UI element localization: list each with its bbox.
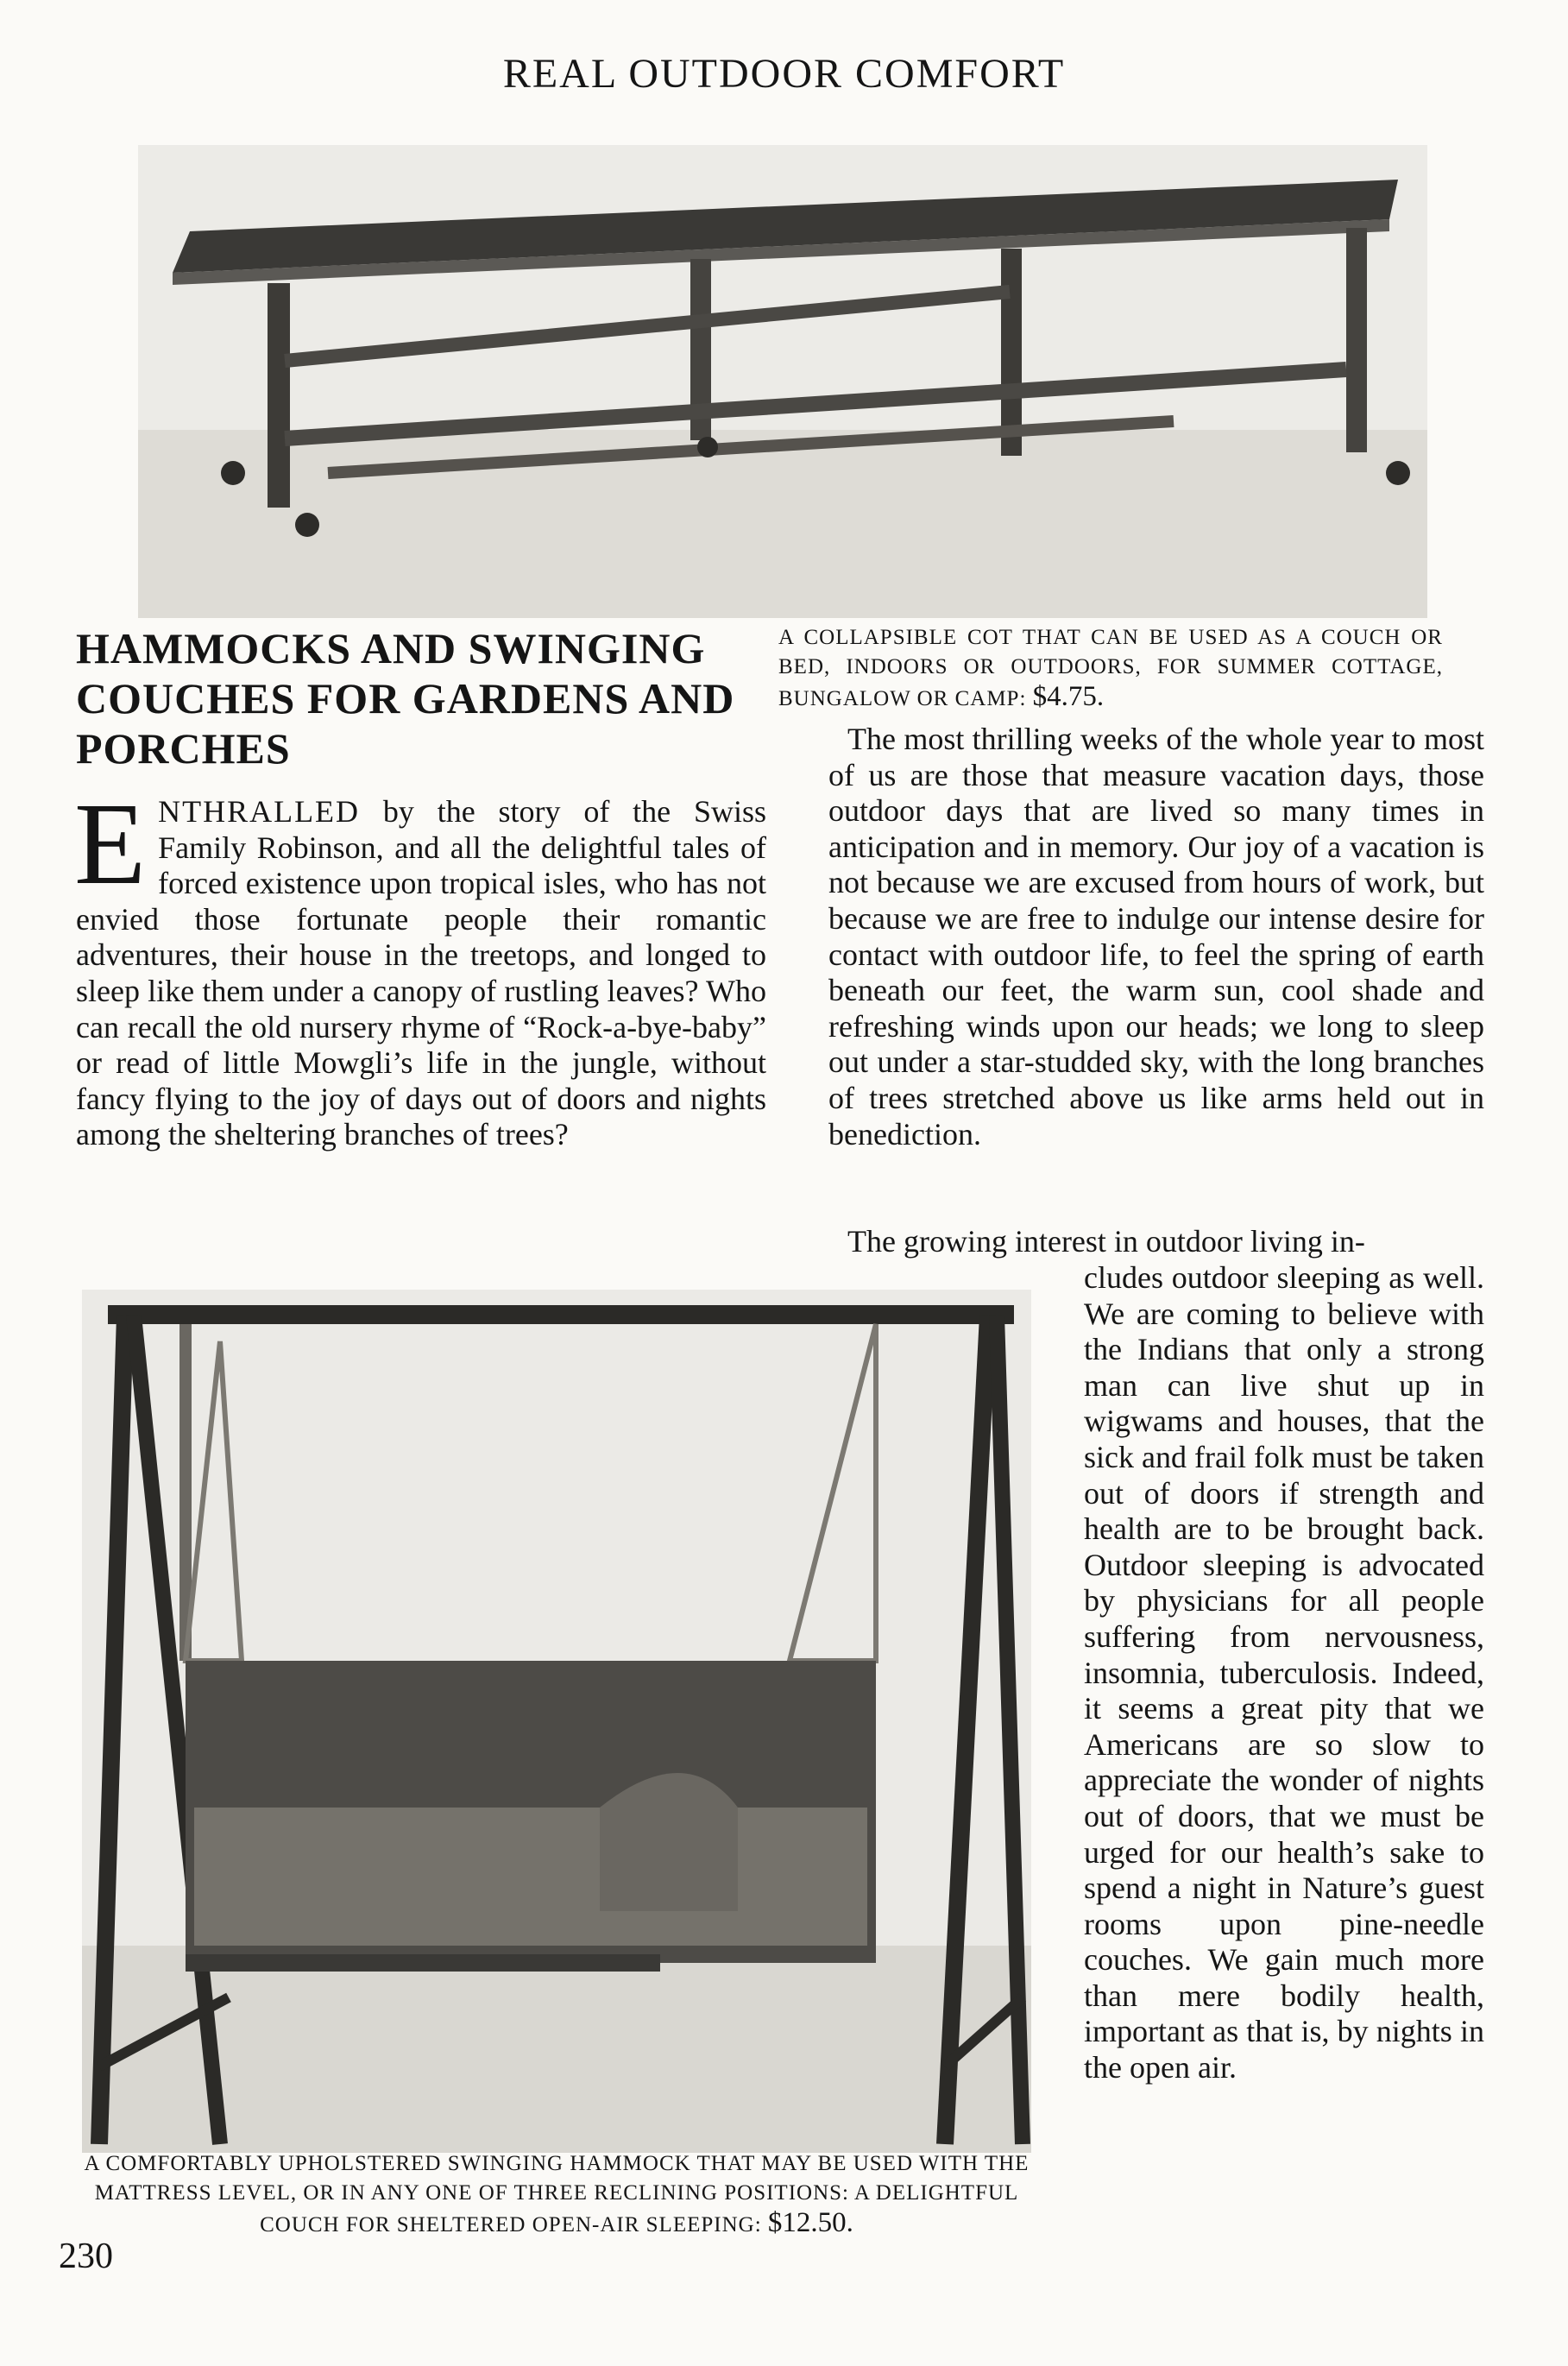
cot-photo (138, 145, 1427, 618)
paragraph-1-lead: NTHRALLED (158, 794, 361, 829)
cot-caption (778, 623, 1443, 714)
drop-cap: E (74, 779, 147, 909)
hammock-caption (84, 2149, 1030, 2240)
cot-caption-text: A COLLAPSIBLE COT THAT CAN BE USED AS A COUCH OR BED, INDOORS OR OUTDOORS, FOR SUMMER COTTAGE, BUNGALOW OR CAMP: (778, 626, 1443, 710)
paragraph-1 (74, 779, 766, 1153)
hammock-photo (82, 1290, 1031, 2153)
page-number: 230 (59, 2237, 113, 2276)
cot-caption-price: $4.75. (1032, 681, 1105, 712)
paragraph-2: The most thrilling weeks of the whole year to most of us are those that measure vacation days, those outdoor days that are lived so many times in anticipation and in memory. Our joy of a vacation is not because we are excused from hours of work, but because we are free to indulge our intense desire for contact with outdoor life, to feel the spring of earth beneath our feet, the warm sun, cool shade and refreshing winds upon our heads; we long to sleep out under a star-studded sky, with the long branches of trees stretched above us like arms held out in benediction. (828, 722, 1484, 1151)
paragraph-3-text: cludes outdoor sleeping as well. We are coming to believe with the Indians that only a strong man can live shut up in wigwams and houses, that the sick and frail folk must be taken out of doors if strength and health are to be brought back. Outdoor sleeping is advocated by physicians for all people suffering from nervousness, insomnia, tuberculosis. Indeed, it seems a great pity that we Americans are so slow to appreciate the wonder of nights out of doors, that we must be urged for our health’s sake to spend a night in Nature’s guest rooms upon pine-needle couches. We gain much more than mere bodily health, important as that is, by nights in the open air. (1084, 1260, 1484, 2085)
running-head: REAL OUTDOOR COMFORT (502, 51, 1066, 97)
article-headline: HAMMOCKS AND SWINGING COUCHES FOR GARDENS AND PORCHES (76, 624, 735, 773)
paragraph-3-first-line: The growing interest in outdoor living in- (847, 1224, 1365, 1259)
paragraph-1-text: by the story of the Swiss Family Robinson, and all the delightful tales of forced existence upon tropical isles, who has not envied those fortunate people their romantic adventures, their house in the treetops, and longed to sleep like them under a canopy of rustling leaves? Who can recall the old nursery rhyme of “Rock-a-bye-baby” or read of little Mowgli’s life in the jungle, without fancy flying to the joy of days out of doors and nights among the sheltering branches of trees? (76, 794, 766, 1152)
hammock-caption-price: $12.50. (767, 2207, 853, 2238)
hammock-caption-text: A COMFORTABLY UPHOLSTERED SWINGING HAMMOCK THAT MAY BE USED WITH THE MATTRESS LEVEL, OR IN ANY ONE OF THREE RECLINING POSITIONS: A DELIGHTFUL COUCH FOR SHELTERED OPEN-AIR SLEEPING: (84, 2152, 1030, 2237)
